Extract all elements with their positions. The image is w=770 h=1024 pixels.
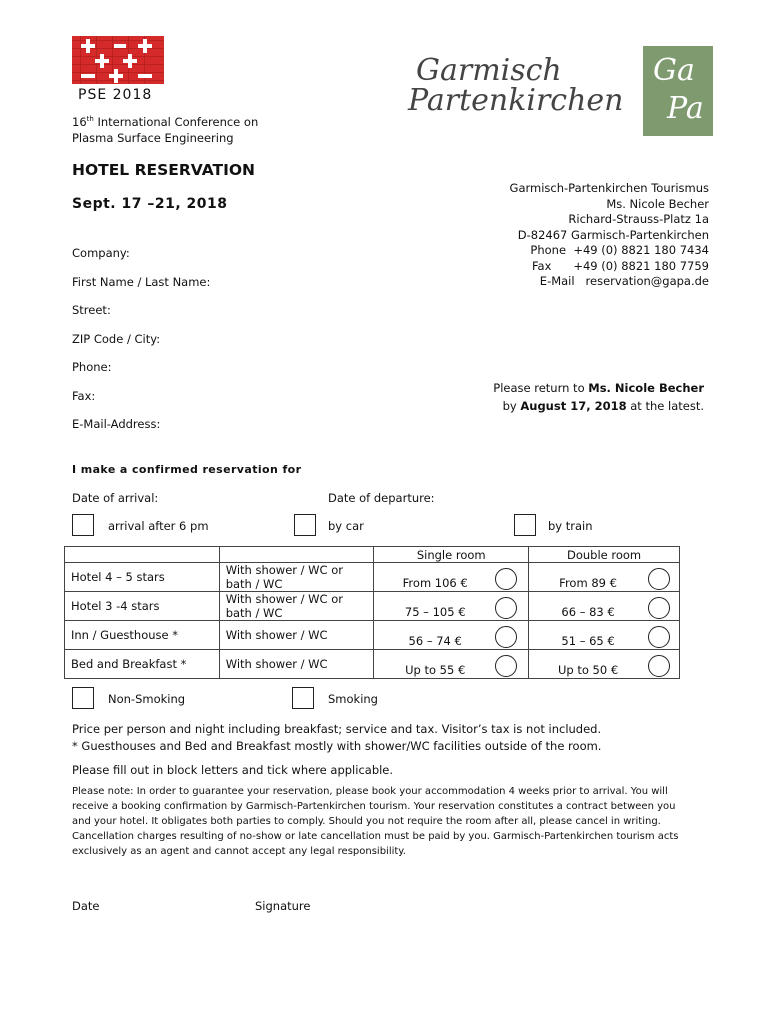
table-row: Bed and Breakfast * With shower / WC Up to 55 € Up to 50 € (65, 650, 680, 679)
single-room-radio[interactable] (495, 568, 517, 590)
address-phone: Phone +49 (0) 8821 180 7434 (530, 243, 709, 257)
single-room-radio[interactable] (495, 626, 517, 648)
arrival-date-field[interactable]: Date of arrival: (72, 491, 159, 505)
table-header-row (65, 547, 680, 563)
legal-note: Please note: In order to guarantee your reservation, please book your accommodation 4 weeks prior to arrival. You will receive a booking confirmation by Garmisch-Partenkirchen tourism. Your reservation constitutes a contract between you and your hotel. It obligates both parties to comply. Should you not require the room after all, please cancel in writing. Cancellation charges resulting of no-show or late cancellation must be paid by you. Garmisch-Partenkirchen tourism acts exclusively as an agent and cannot accept any legal responsibility. (72, 786, 679, 857)
gapa-wordmark: Garmisch Partenkirchen (408, 53, 624, 118)
table-row: Hotel 3 -4 stars With shower / WC or bath / WC 75 – 105 € 66 – 83 € (65, 592, 680, 621)
address-city: D-82467 Garmisch-Partenkirchen (517, 227, 709, 242)
address-fax: Fax +49 (0) 8821 180 7759 (531, 258, 709, 273)
pse-plus-minus-icon (72, 36, 164, 84)
non-smoking-label: Non-Smoking (108, 692, 186, 706)
contact-address (510, 181, 709, 290)
address-person: Ms. Nicole Becher (606, 196, 709, 211)
late-arrival-label: arrival after 6 pm (108, 519, 209, 533)
single-room-radio[interactable] (495, 597, 517, 619)
room-rates-table (64, 546, 680, 679)
single-room-header: Single room (374, 547, 529, 563)
name-field[interactable]: First Name / Last Name: (72, 275, 211, 289)
smoking-label: Smoking (328, 692, 378, 706)
street-field[interactable]: Street: (72, 303, 111, 317)
by-car-checkbox[interactable] (294, 514, 316, 536)
single-room-radio[interactable] (495, 655, 517, 677)
address-email: E-Mail reservation@gapa.de (539, 274, 709, 288)
date-field[interactable]: Date (72, 899, 100, 913)
address-org: Garmisch-Partenkirchen Tourismus (509, 181, 709, 195)
email-field[interactable]: E-Mail-Address: (72, 417, 161, 431)
pse-label: PSE 2018 (78, 87, 153, 103)
double-room-radio[interactable] (648, 655, 670, 677)
phone-field[interactable]: Phone: (72, 360, 112, 374)
by-car-label: by car (328, 519, 364, 533)
table-row: Inn / Guesthouse * With shower / WC 56 – 74 € 51 – 65 € (65, 621, 680, 650)
late-arrival-checkbox[interactable] (72, 514, 94, 536)
signature-field[interactable]: Signature (255, 899, 311, 913)
guesthouse-note: * Guesthouses and Bed and Breakfast mostly with shower/WC facilities outside of the room. (72, 739, 602, 753)
departure-date-field[interactable]: Date of departure: (328, 491, 435, 505)
pse-logo (72, 36, 164, 103)
event-dates: Sept. 17 –21, 2018 (72, 196, 228, 212)
zip-city-field[interactable]: ZIP Code / City: (72, 332, 161, 346)
double-room-header: Double room (529, 547, 680, 563)
page-title: HOTEL RESERVATION (72, 161, 256, 179)
reservation-heading: I make a confirmed reservation for (72, 463, 302, 476)
conference-line-2: Plasma Surface Engineering (72, 131, 234, 145)
price-note: Price per person and night including breakfast; service and tax. Visitor’s tax is not included. (72, 722, 602, 736)
fax-field[interactable]: Fax: (72, 389, 96, 403)
gapa-badge: Ga Pa (643, 46, 713, 136)
address-street: Richard-Strauss-Platz 1a (568, 212, 709, 226)
conference-line-1: 16th International Conference on (72, 115, 259, 129)
table-row: Hotel 4 – 5 stars With shower / WC or bath / WC From 106 € From 89 € (65, 563, 680, 592)
by-train-checkbox[interactable] (514, 514, 536, 536)
double-room-radio[interactable] (648, 568, 670, 590)
double-room-radio[interactable] (648, 626, 670, 648)
company-field[interactable]: Company: (72, 246, 130, 260)
fill-instructions: Please fill out in block letters and tick where applicable. (72, 763, 394, 777)
double-room-radio[interactable] (648, 597, 670, 619)
return-note: Please return to Ms. Nicole Becher by August 17, 2018 at the latest. (493, 381, 704, 413)
by-train-label: by train (548, 519, 593, 533)
non-smoking-checkbox[interactable] (72, 687, 94, 709)
smoking-checkbox[interactable] (292, 687, 314, 709)
